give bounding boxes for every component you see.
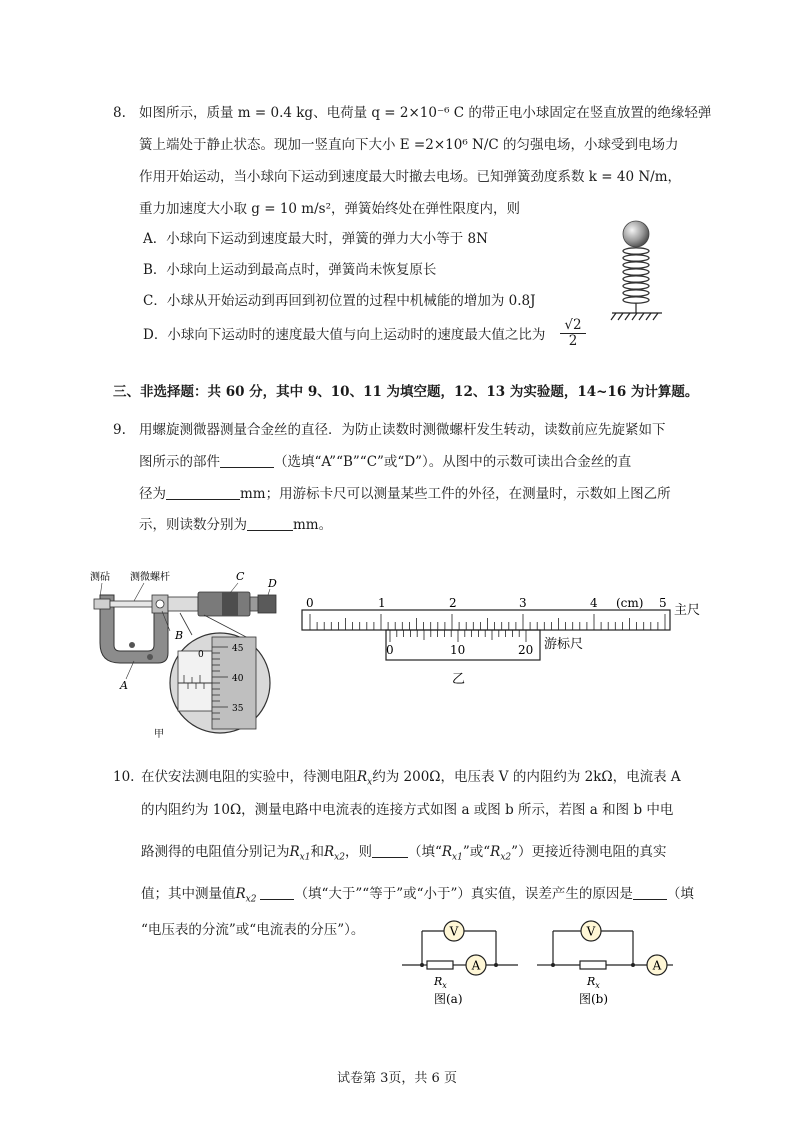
r-symbol: R [441,844,453,860]
q9-number: 9. [113,422,126,438]
spring-ball-figure [600,218,672,326]
q8-option-a: A．小球向下运动到速度最大时，弹簧的弹力大小等于 8N [143,231,488,247]
anvil-icon [94,599,110,609]
circuit-b-figure [535,915,675,1010]
sleeve-icon [168,597,198,611]
main-label-1: 1 [378,596,386,610]
q10-line-3-e: ”或“ [462,844,491,860]
q10-line-1-end: 约为 200Ω，电压表 V 的内阻约为 2kΩ，电流表 A [372,769,681,785]
thimble-label-35: 35 [232,704,244,714]
q10-line-3-c: ，则 [344,844,372,860]
label-anvil: 测砧 [90,572,110,583]
voltmeter-label: V [449,924,459,939]
q10-line-3-a: 路测得的电阻值分别记为 [141,844,290,860]
main-label-3: 3 [519,596,527,610]
r-subscript: x2 [334,852,345,863]
q10-answer-blank-2[interactable] [260,885,294,900]
vernier-label-20: 20 [518,643,534,657]
section-3-heading: 三、非选择题：共 60 分，其中 9、10、11 为填空题，12、13 为实验题，14~16 为计算题。 [113,384,699,400]
q9-line-3-start: 径为 [139,486,166,502]
circuit-b-caption: 图(b) [579,992,609,1006]
main-scale-icon [302,610,670,630]
vernier-label-10: 10 [450,643,466,657]
r-subscript: x2 [245,894,257,905]
q10-line-4-a: 值；其中测量值 [141,886,236,902]
micrometer-caption: 甲 [154,729,164,740]
q10-line-4 [141,885,694,909]
q10-line-3-f: ”）更接近待测电阻的真实 [511,844,667,860]
label-a: A [120,679,128,692]
main-label-2: 2 [449,596,457,610]
q9-line-4-start: 示，则读数分别为 [139,517,247,533]
main-label-0: 0 [306,596,314,610]
thimble-label-0: 0 [198,650,204,660]
circuit-a-caption: 图(a) [434,992,463,1006]
frame-screw-icon [147,654,153,660]
q8-option-c: C．小球从开始运动到再回到初位置的过程中机械能的增加为 0.8J [143,293,536,309]
q8-stem-line-4: 重力加速度大小取 g = 10 m/s²，弹簧始终处在弹性限度内，则 [139,201,520,217]
spindle-icon [110,601,154,607]
q10-line-2: 的内阻约为 10Ω，测量电路中电流表的连接方式如图 a 或图 b 所示，若图 a 和图 b 中电 [141,802,674,818]
q8-fraction [560,318,586,349]
r-symbol: R [289,844,300,860]
thimble-label-45: 45 [232,644,244,654]
label-spindle: 测微螺杆 [130,572,170,583]
q9-line-2-start: 图所示的部件 [139,454,220,470]
r-symbol: R [490,844,501,860]
r-subscript: x1 [452,852,463,863]
resistor-icon [580,961,606,969]
q9-line-4 [139,516,332,534]
q9-line-1: 用螺旋测微器测量合金丝的直径．为防止读数时测微螺杆发生转动，读数前应先旋紧如下 [139,422,666,438]
main-scale-name: 主尺 [674,603,701,618]
main-label-unit: (cm) [616,596,644,610]
label-b: B [175,629,184,642]
q10-answer-blank-1[interactable] [372,843,408,858]
circuit-a-figure [400,915,525,1010]
q10-line-4-c: （填 [666,886,694,902]
q10-line-4-b: （填“大于”“等于”或“小于”）真实值，误差产生的原因是 [294,886,633,902]
resistor-label: $R_x$ [587,975,600,990]
label-c: C [236,570,245,583]
q9-answer-blank-3[interactable] [247,516,293,531]
thimble-label-40: 40 [232,674,244,684]
vernier-label-0: 0 [386,643,394,657]
q10-line-3-d: （填“ [407,844,442,860]
voltmeter-label: V [586,924,596,939]
q10-line-3 [141,843,667,867]
main-label-5: 5 [659,596,667,610]
r-subscript: x1 [299,852,311,863]
q10-answer-blank-3[interactable] [633,885,667,900]
q8-option-d: D．小球向下运动时的速度最大值与向上运动时的速度最大值之比为 [143,327,546,343]
q8-stem-line-2: 簧上端处于静止状态。现加一竖直向下大小 E =2×10⁶ N/C 的匀强电场，小球受到电场力 [139,137,679,153]
q10-number: 10. [113,769,135,785]
label-d: D [268,577,277,590]
spring-icon [623,248,649,313]
page-footer: 试卷第 3页，共 6 页 [337,1071,457,1086]
r-subscript: x [367,777,373,788]
q10-line-3-b: 和 [310,844,324,860]
vernier-caliper-figure [300,590,710,690]
r-subscript: x2 [500,852,512,863]
resistor-label: $R_x$ [434,975,447,990]
micrometer-figure [80,565,290,745]
q10-line-1 [141,768,681,792]
fraction-numerator: √2 [560,318,586,334]
q8-option-b: B．小球向上运动到最高点时，弹簧尚未恢复原长 [143,262,437,278]
caliper-caption: 乙 [452,672,466,687]
q8-number: 8. [113,105,126,121]
ratchet-d-icon [258,595,276,613]
q9-line-2-end: （选填“A”“B”“C”或“D”）。从图中的示数可读出合金丝的直 [274,454,632,470]
vernier-scale-name: 游标尺 [544,637,584,652]
resistor-icon [427,961,453,969]
q10-line-5: “电压表的分流”或“电流表的分压”）。 [141,922,365,938]
q8-stem-line-1: 如图所示，质量 m = 0.4 kg、电荷量 q = 2×10⁻⁶ C 的带正电小球固定在竖直放置的绝缘轻弹 [139,105,712,121]
ammeter-label: A [652,958,662,973]
q9-line-4-end: mm。 [293,517,333,533]
fraction-denominator: 2 [568,333,578,349]
q9-answer-blank-2[interactable] [166,485,240,500]
q9-line-3 [139,485,671,503]
q8-stem-line-3: 作用开始运动，当小球向下运动到速度最大时撤去电场。已知弹簧劲度系数 k = 40 N/m， [139,169,681,185]
r-symbol: R [323,844,335,860]
r-symbol: R [235,886,246,902]
ammeter-label: A [471,958,481,973]
q9-answer-blank-1[interactable] [220,453,274,468]
main-label-4: 4 [590,596,598,610]
frame-screw-icon [129,642,135,648]
q10-line-1-start: 在伏安法测电阻的实验中，待测电阻 [141,769,357,785]
ball-icon [623,221,649,247]
q9-line-3-end: mm；用游标卡尺可以测量某些工件的外径，在测量时，示数如上图乙所 [240,486,671,502]
q9-line-2 [139,453,631,471]
ground-icon [611,313,662,320]
r-symbol: R [357,769,368,785]
